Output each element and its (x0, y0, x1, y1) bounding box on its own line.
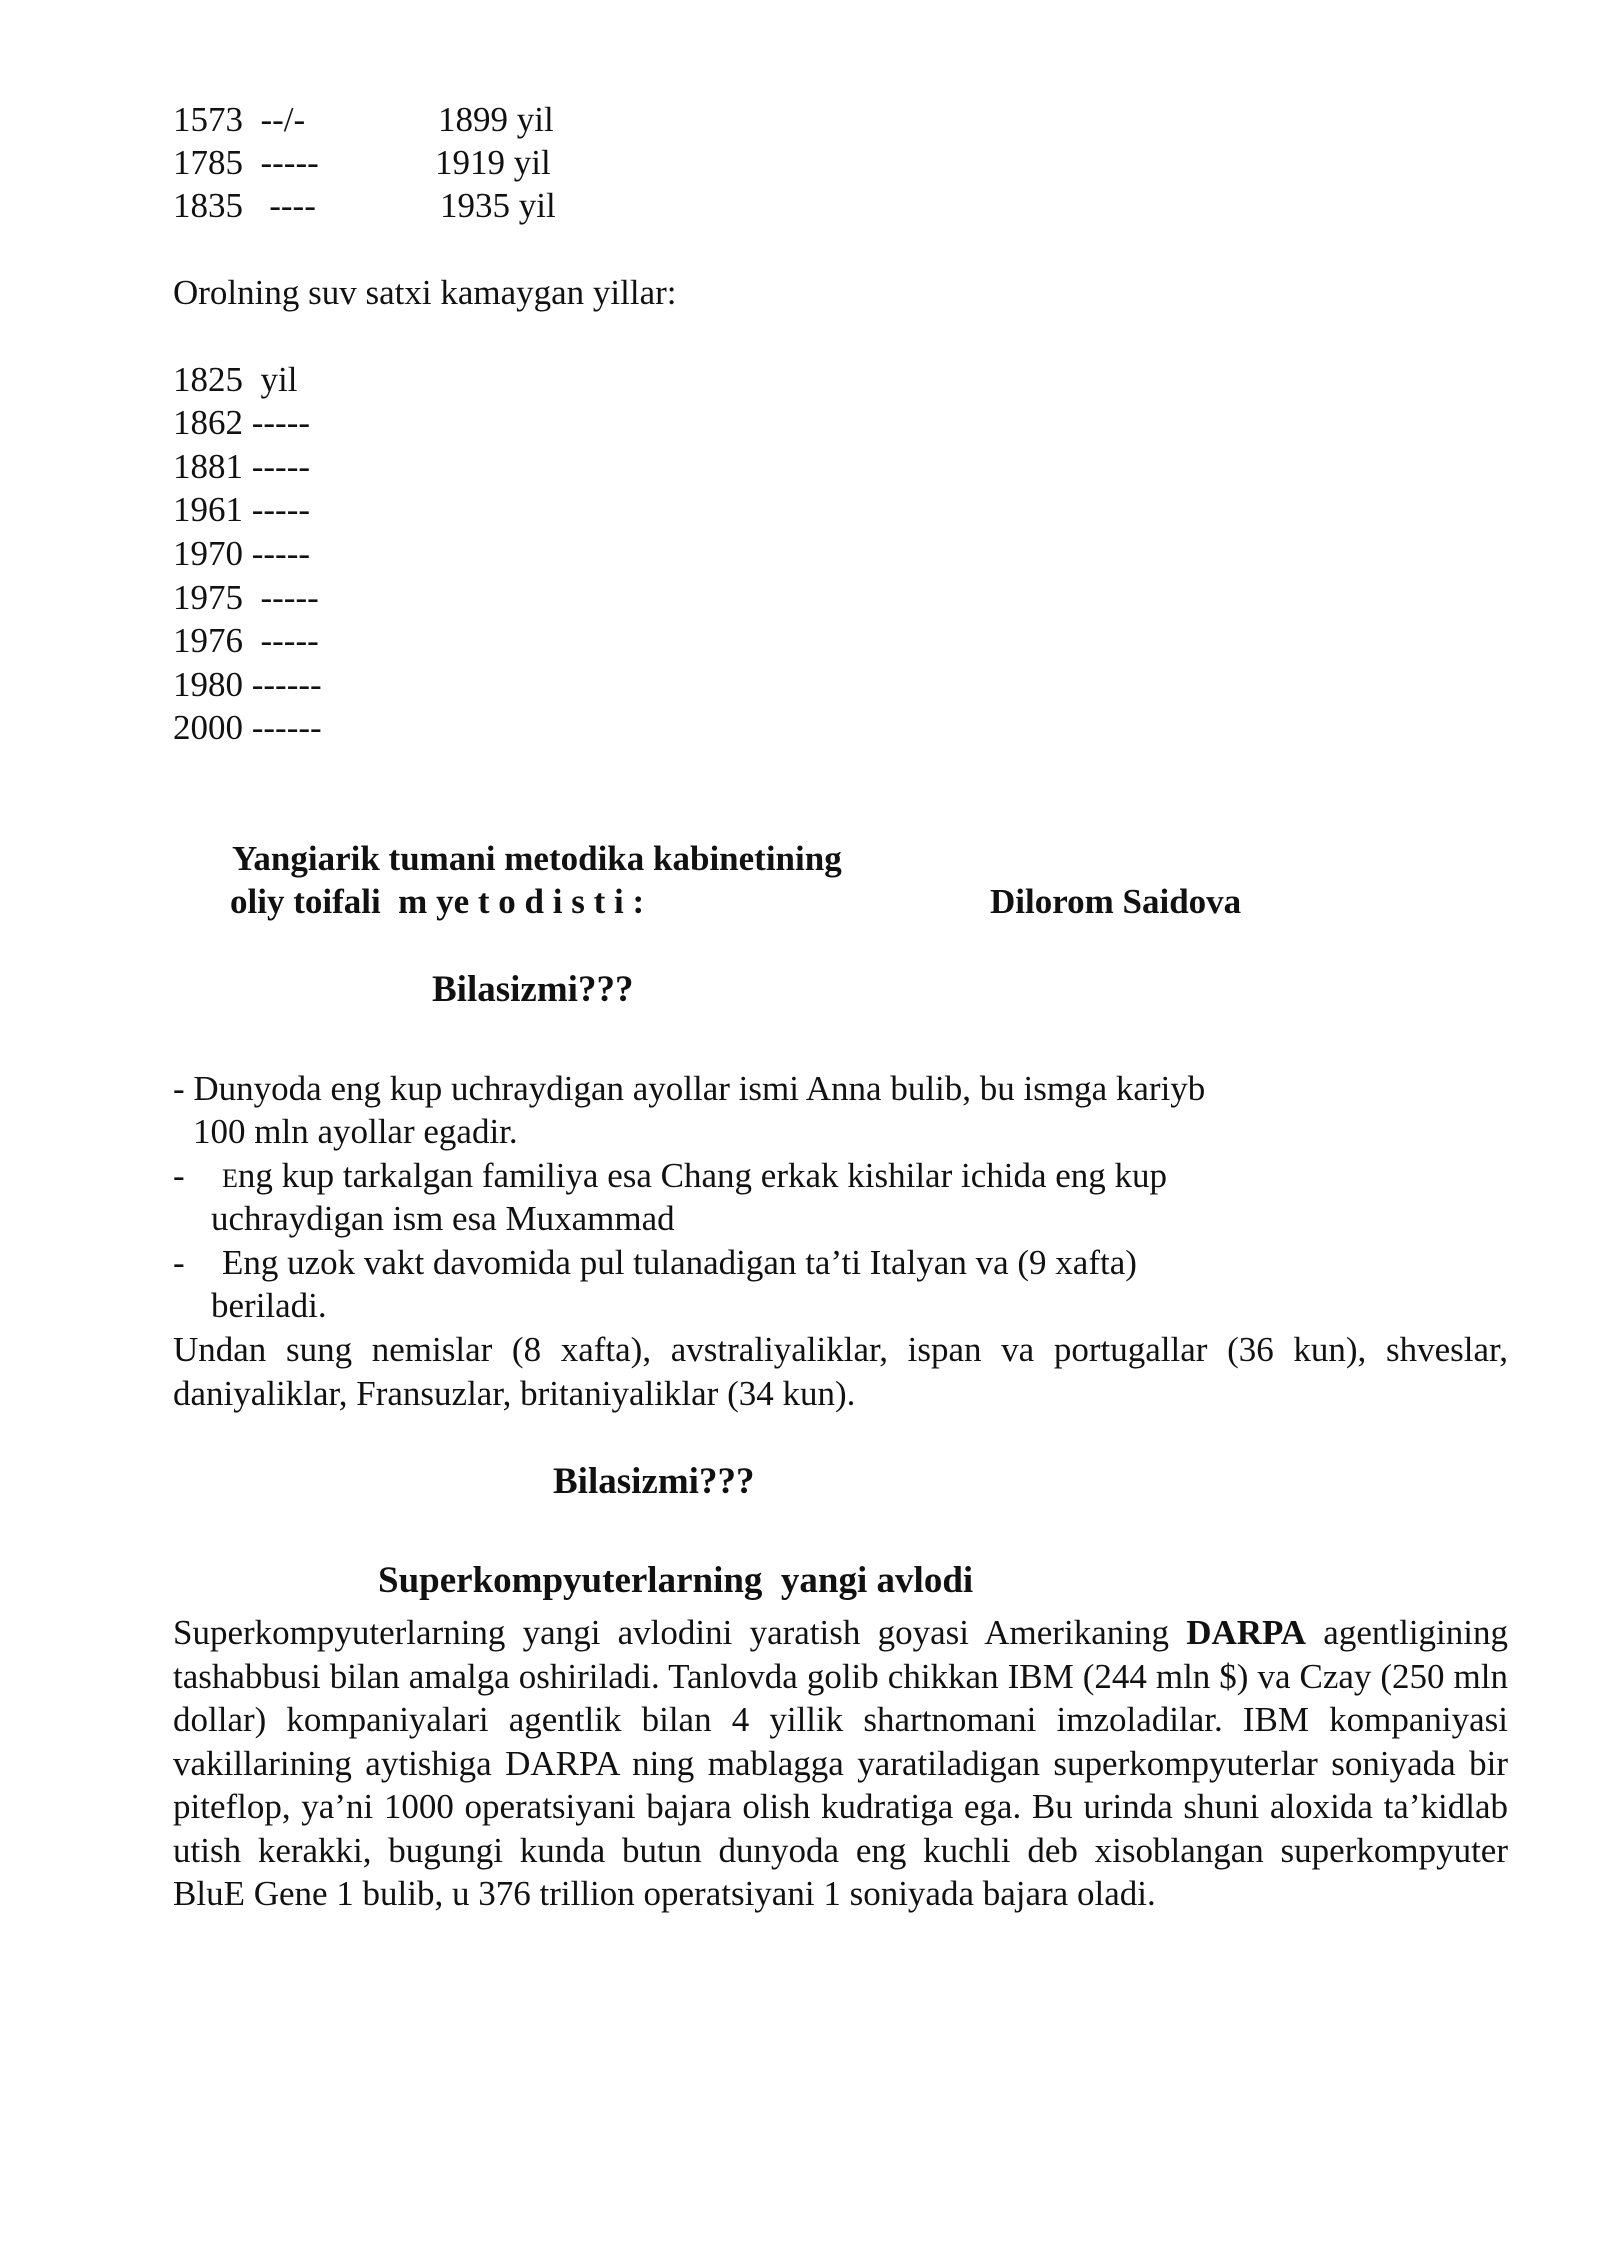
list-item: 2000 ------ (173, 708, 322, 747)
darpa-bold: DARPA (1186, 1613, 1307, 1652)
supercomputer-paragraph (173, 1611, 1508, 1916)
paragraph-text: Superkompyuterlarning yangi avlodini yaratish goyasi Amerikaning (173, 1613, 1187, 1652)
year-row-right: 1935 yil (440, 186, 556, 225)
fact-item-2-line-1-rest: ng kup tarkalgan familiya esa Chang erkak kishilar ichida eng kup (237, 1156, 1168, 1195)
fact-item-2-line-2: uchraydigan ism esa Muxammad (211, 1199, 675, 1238)
fact-item-2-line-1 (222, 1154, 1167, 1201)
author-line-2: oliy toifali m ye t o d i s t i : (230, 882, 645, 921)
fact-item-3-line-1: Eng uzok vakt davomida pul tulanadigan ta’ti Italyan va (9 xafta) (222, 1243, 1137, 1282)
list-item: 1975 ----- (173, 578, 319, 617)
paragraph-text: agentligining tashabbusi bilan amalga oshiriladi. Tanlovda golib chikkan IBM (244 mln $) va Czay (250 mln dollar) kompaniyalari agentlik bilan 4 yillik shartnomani imzoladilar. IBM kompaniyasi vakillarining aytishiga DARPA ning mablagga yaratiladigan superkompyuterlar soniyada bir piteflop, ya’ni 1000 operatsiyani bajara olish kudratiga ega. Bu urinda shuni aloxida ta’kidlab utish kerakki, bugungi kunda butun dunyoda eng kuchli deb xisoblangan superkompyuter BluE Gene 1 bulib, u 376 trillion operatsiyani 1 soniyada bajara oladi. (173, 1613, 1508, 1913)
year-row-right: 1899 yil (438, 100, 554, 139)
author-line-1: Yangiarik tumani metodika kabinetining (232, 839, 842, 878)
section-title: Bilasizmi??? (432, 969, 634, 1010)
fact-item-1-line-1: - Dunyoda eng kup uchraydigan ayollar ismi Anna bulib, bu ismga kariyb (173, 1069, 1206, 1108)
list-item: 1825 yil (173, 360, 298, 399)
fact-item-2-dash: - (173, 1156, 185, 1195)
fact-item-1-line-2: 100 mln ayollar egadir. (193, 1112, 518, 1151)
fact-item-3-dash: - (173, 1243, 185, 1282)
fact-item-3-line-2: beriladi. (211, 1286, 327, 1325)
list-item: 1862 ----- (173, 403, 311, 442)
section-title: Bilasizmi??? (553, 1461, 755, 1502)
year-row-left: 1785 ----- (173, 143, 319, 182)
list-item: 1961 ----- (173, 490, 311, 529)
year-row-right: 1919 yil (435, 143, 551, 182)
fact-item-2-capital: E (222, 1164, 238, 1193)
fact-paragraph: Undan sung nemislar (8 xafta), avstraliyaliklar, ispan va portugallar (36 kun), shveslar, daniyaliklar, Fransuzlar, britaniyaliklar (34 kun). (173, 1330, 1508, 1413)
year-row-left: 1835 ---- (173, 186, 316, 225)
decrease-heading: Orolning suv satxi kamaygan yillar: (173, 273, 677, 312)
list-item: 1980 ------ (173, 665, 322, 704)
year-row-left: 1573 --/- (173, 100, 306, 139)
list-item: 1970 ----- (173, 534, 311, 573)
list-item: 1976 ----- (173, 621, 319, 660)
list-item: 1881 ----- (173, 447, 311, 486)
section-subtitle: Superkompyuterlarning yangi avlodi (378, 1560, 974, 1601)
author-name: Dilorom Saidova (990, 882, 1242, 921)
